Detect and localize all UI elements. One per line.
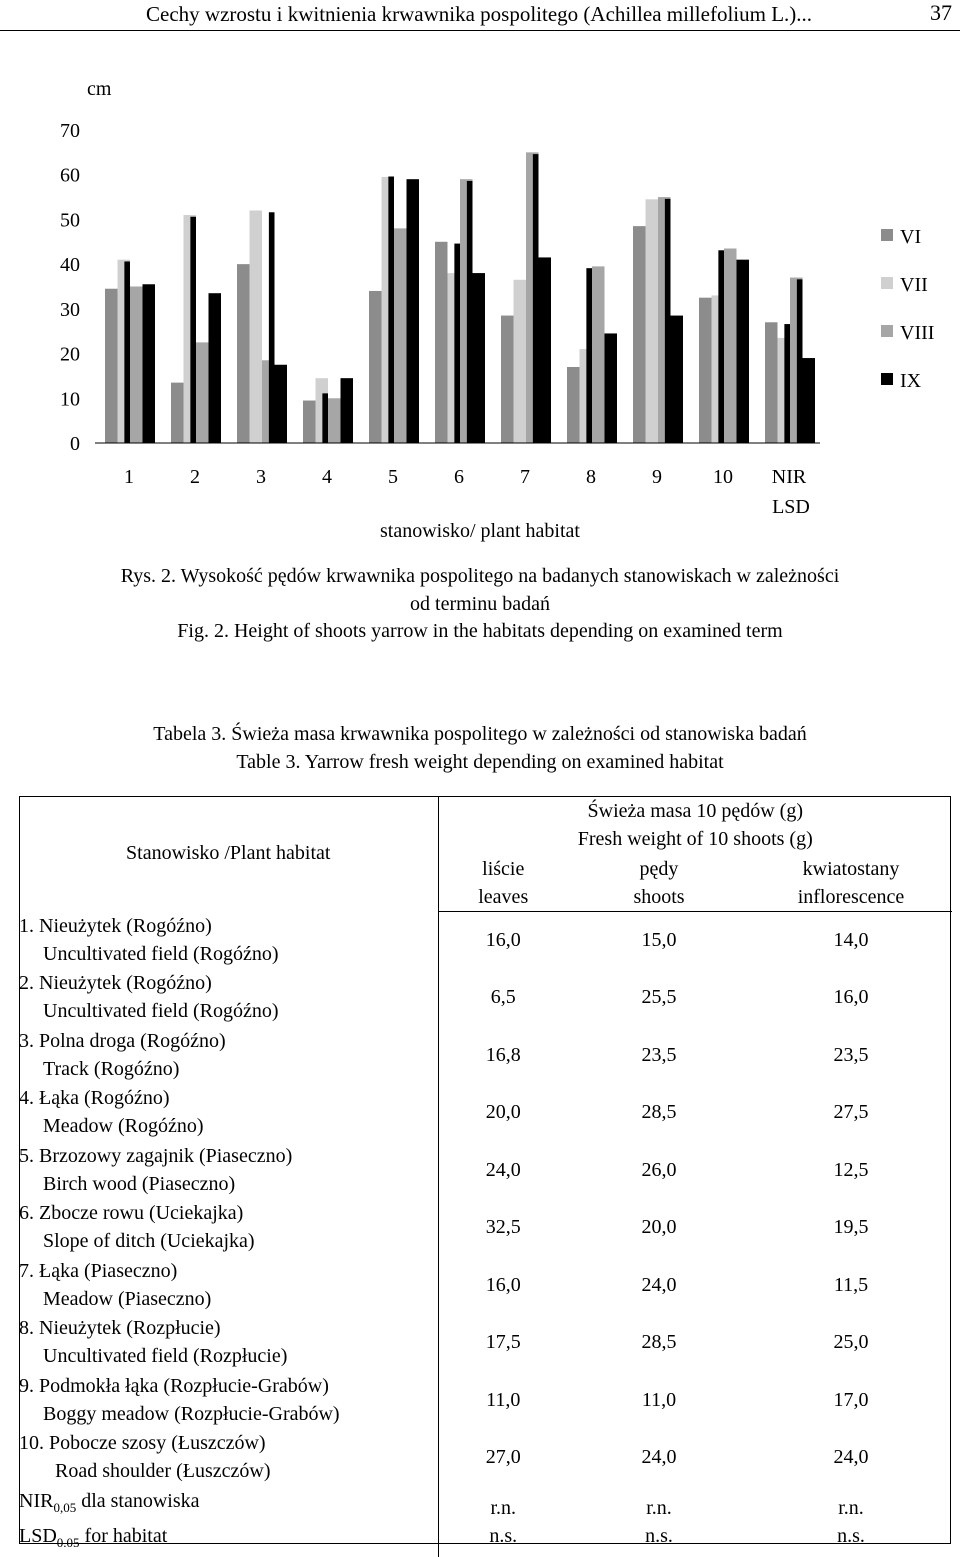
habitat-cell	[19, 1027, 438, 1085]
leaves-value: 16,0	[485, 1273, 521, 1296]
bar-overlay-IX-7	[611, 335, 617, 443]
habitat-name-en: Road shoulder (Łuszczów)	[55, 1460, 271, 1482]
running-title: Cechy wzrostu i kwitnienia krwawnika pospolitego (Achillea millefolium L.)...	[146, 2, 813, 26]
bar-overlay-VII-5	[454, 244, 460, 443]
inflorescence-value: 11,5	[833, 1273, 869, 1296]
habitat-cell	[19, 1257, 438, 1315]
bar-VIII-1	[130, 287, 143, 444]
bar-VI-10	[699, 298, 712, 443]
x-tick-labels	[124, 466, 810, 518]
habitat-cell	[19, 1429, 438, 1487]
bar-overlay-VIII-8	[665, 199, 671, 443]
lsd-inflorescence: r.n. n.s.	[837, 1496, 865, 1547]
legend-swatch-VIII	[881, 325, 893, 337]
inflorescence-value: 27,5	[833, 1101, 869, 1124]
bar-overlay-VII-0	[124, 261, 130, 443]
bar-VIII-4	[328, 398, 341, 443]
bar-overlay-IX-9	[743, 261, 749, 443]
habitat-name-pl: 7. Łąka (Piaseczno)	[19, 1259, 178, 1282]
habitat-name-en: Birch wood (Piaseczno)	[43, 1172, 236, 1195]
bar-VI-5	[369, 291, 382, 443]
lsd-label-en: $LSD_{0.05}$ for habitat	[19, 1524, 168, 1550]
habitat-cell	[19, 1372, 438, 1430]
table-row	[19, 1084, 952, 1142]
x-tick-label: 2	[190, 466, 200, 488]
habitat-name-en: Uncultivated field (Rozpłucie)	[43, 1345, 288, 1367]
habitat-name-en: Track (Rogóźno)	[43, 1057, 180, 1080]
x-tick-label: 6	[454, 466, 464, 488]
inflorescence-value: 24,0	[833, 1446, 869, 1469]
bar-overlay-VIII-5	[467, 181, 473, 443]
bar-overlay-VII-10	[784, 324, 790, 443]
table-row	[19, 1027, 952, 1085]
habitat-cell	[19, 1142, 438, 1200]
legend-label-VI: VI	[900, 226, 922, 248]
habitat-name-pl: 8. Nieużytek (Rozpłucie)	[19, 1317, 221, 1339]
leaves-value: 16,8	[485, 1043, 521, 1066]
bar-overlay-IX-3	[347, 380, 353, 443]
table-caption-pl: Tabela 3. Świeża masa krwawnika pospolitego w zależności od stanowiska badań	[153, 723, 807, 745]
leaves-header-pl: liście	[482, 857, 525, 880]
shoots-value: 26,0	[641, 1158, 677, 1181]
leaves-column-header	[438, 854, 568, 912]
y-tick-label: 50	[60, 209, 80, 232]
x-tick-label: 3	[256, 466, 266, 488]
habitat-name-en: Uncultivated field (Rogóźno)	[43, 942, 279, 965]
shoots-value: 24,0	[641, 1273, 677, 1296]
bar-overlay-VII-9	[718, 250, 724, 443]
leaves-header-en: leaves	[478, 885, 529, 908]
y-tick-label: 20	[60, 343, 80, 366]
leaves-value: 16,0	[485, 929, 521, 951]
inflorescence-value: 12,5	[833, 1158, 869, 1181]
habitat-name-en: Meadow (Rogóźno)	[43, 1115, 204, 1137]
inflorescence-value: 19,5	[833, 1216, 869, 1239]
leaves-value: 6,5	[490, 986, 516, 1009]
bar-overlay-IX-5	[479, 275, 485, 443]
table-row	[19, 912, 952, 970]
bar-VIII-5	[394, 228, 407, 443]
legend-swatch-IX	[881, 373, 893, 385]
habitat-column-header: Stanowisko /Plant habitat	[19, 796, 438, 912]
habitat-name-pl: 3. Polna droga (Rogóźno)	[19, 1029, 226, 1052]
leaves-value: 11,0	[486, 1388, 521, 1411]
habitat-cell	[19, 1084, 438, 1142]
fresh-mass-header-pl: Świeża masa 10 pędów (g)	[587, 800, 803, 822]
bar-VI-8	[567, 367, 580, 443]
lsd-row-label	[19, 1487, 438, 1557]
inflorescence-value: 17,0	[833, 1388, 869, 1411]
x-tick-label: 5	[388, 466, 398, 488]
habitat-name-pl: 9. Podmokła łąka (Rozpłucie-Grabów)	[19, 1374, 329, 1397]
x-tick-label: 7	[520, 466, 530, 488]
inflorescence-value: 14,0	[833, 929, 869, 951]
fresh-weight-table	[19, 796, 952, 1557]
habitat-name-en: Slope of ditch (Uciekajka)	[43, 1230, 255, 1252]
y-tick-label: 40	[60, 254, 80, 277]
bar-VI-1	[105, 289, 118, 443]
shoots-value: 28,5	[641, 1331, 677, 1354]
inflorescence-value: 16,0	[833, 986, 869, 1009]
bar-overlay-IX-4	[413, 181, 419, 443]
shoots-header-pl: pędy	[639, 857, 679, 880]
inflorescence-column-header	[750, 854, 952, 912]
table-row	[19, 1199, 952, 1257]
bar-VI-7	[501, 316, 514, 443]
x-tick-label: 4	[322, 466, 332, 488]
habitat-name-pl: 6. Zbocze rowu (Uciekajka)	[19, 1202, 244, 1224]
figure-caption-en: Fig. 2. Height of shoots yarrow in the habitats depending on examined term	[177, 620, 783, 642]
bar-VI-NIR-LSD	[765, 322, 778, 443]
table-row	[19, 1314, 952, 1372]
bar-VI-2	[171, 383, 184, 443]
table-row	[19, 1142, 952, 1200]
shoots-value: 11,0	[641, 1388, 677, 1411]
y-tick-labels	[60, 120, 80, 455]
habitat-name-pl: 5. Brzozowy zagajnik (Piaseczno)	[19, 1144, 293, 1167]
inflorescence-header-en: inflorescence	[797, 885, 905, 908]
shoots-header-en: shoots	[633, 885, 685, 908]
leaves-value: 32,5	[485, 1216, 521, 1239]
lsd-leaves: r.n. n.s.	[489, 1496, 518, 1547]
legend-swatch-VI	[881, 229, 893, 241]
bar-overlay-IX-6	[545, 259, 551, 443]
habitat-name-pl: 2. Nieużytek (Rogóźno)	[19, 972, 212, 994]
bar-overlay-IX-10	[809, 360, 815, 443]
bar-VI-3	[237, 264, 250, 443]
bar-VIII-10	[724, 248, 737, 443]
table-row	[19, 1429, 952, 1487]
inflorescence-value: 25,0	[833, 1331, 869, 1354]
bar-overlay-VIII-6	[533, 154, 539, 443]
fresh-mass-header	[438, 796, 952, 854]
habitat-cell	[19, 1199, 438, 1257]
legend-label-VII: VII	[900, 274, 928, 296]
y-tick-label: 10	[60, 388, 80, 411]
lsd-label-pl: $NIR_{0,05}$ dla stanowiska	[19, 1489, 200, 1515]
leaves-value: 17,5	[485, 1331, 521, 1354]
legend-label-IX: IX	[900, 370, 922, 392]
lsd-shoots: r.n. n.s.	[645, 1496, 673, 1547]
bar-VIII-2	[196, 342, 209, 443]
bar-VII-3	[250, 210, 263, 443]
bar-overlay-VII-4	[388, 177, 394, 443]
shoots-value: 25,5	[641, 986, 677, 1009]
bar-overlay-VII-3	[322, 393, 328, 443]
x-axis-label: stanowisko/ plant habitat	[380, 520, 580, 542]
y-tick-label: 30	[60, 298, 80, 321]
figure-caption-pl-line1: Rys. 2. Wysokość pędów krwawnika pospolitego na badanych stanowiskach w zależności	[120, 565, 840, 587]
bar-overlay-IX-8	[677, 317, 683, 443]
table-caption-en: Table 3. Yarrow fresh weight depending on examined habitat	[236, 751, 724, 773]
x-tick-label: 10	[713, 466, 733, 488]
leaves-value: 27,0	[485, 1446, 521, 1469]
table-row	[19, 1257, 952, 1315]
bar-chart	[0, 60, 960, 560]
x-tick-label: 9	[652, 466, 662, 488]
habitat-name-pl: 10. Pobocze szosy (Łuszczów)	[19, 1432, 266, 1454]
x-tick-label: 1	[124, 466, 134, 488]
shoots-value: 20,0	[641, 1216, 677, 1239]
bar-VI-6	[435, 242, 448, 443]
bar-overlay-VII-1	[190, 217, 196, 443]
habitat-name-en: Boggy meadow (Rozpłucie-Grabów)	[43, 1402, 340, 1425]
chart-legend	[881, 226, 934, 392]
bar-VII-7	[514, 280, 527, 443]
shoots-value: 15,0	[641, 929, 677, 951]
bar-VI-4	[303, 401, 316, 443]
fresh-mass-header-en: Fresh weight of 10 shoots (g)	[577, 828, 813, 850]
habitat-cell	[19, 1314, 438, 1372]
bar-overlay-VIII-10	[797, 279, 803, 443]
inflorescence-header-pl: kwiatostany	[802, 857, 900, 880]
table-row	[19, 1372, 952, 1430]
running-header	[0, 0, 960, 31]
shoots-value: 28,5	[641, 1101, 677, 1124]
habitat-name-pl: 4. Łąka (Rogóźno)	[19, 1087, 170, 1109]
x-tick-label: 8	[586, 466, 596, 488]
shoots-value: 24,0	[641, 1446, 677, 1469]
habitat-name-en: Meadow (Piaseczno)	[43, 1287, 212, 1310]
habitat-cell	[19, 912, 438, 970]
shoots-column-header	[568, 854, 750, 912]
inflorescence-value: 23,5	[833, 1043, 869, 1066]
leaves-value: 24,0	[485, 1158, 521, 1181]
habitat-name-pl: 1. Nieużytek (Rogóźno)	[19, 914, 212, 937]
y-axis-label: cm	[87, 78, 112, 100]
bar-overlay-VII-7	[586, 268, 592, 443]
bar-overlay-IX-0	[149, 286, 155, 443]
y-tick-label: 70	[60, 120, 80, 142]
y-tick-label: 60	[60, 164, 80, 187]
x-tick-label: LSD	[772, 496, 810, 518]
bar-VI-9	[633, 226, 646, 443]
bar-overlay-VIII-2	[269, 212, 275, 443]
habitat-cell	[19, 969, 438, 1027]
bar-overlay-IX-2	[281, 367, 287, 443]
x-tick-label: NIR	[771, 466, 807, 488]
figure-caption-pl-line2: od terminu badań	[410, 593, 550, 615]
y-tick-label: 0	[70, 433, 80, 455]
chart-bars	[105, 152, 815, 443]
leaves-value: 20,0	[485, 1101, 521, 1124]
table-row	[19, 969, 952, 1027]
legend-swatch-VII	[881, 277, 893, 289]
bar-VII-9	[646, 199, 659, 443]
legend-label-VIII: VIII	[900, 322, 935, 344]
shoots-value: 23,5	[641, 1043, 677, 1066]
bar-overlay-IX-1	[215, 295, 221, 443]
page-number: 37	[930, 0, 952, 25]
habitat-name-en: Uncultivated field (Rogóźno)	[43, 1000, 279, 1022]
bar-VIII-8	[592, 266, 605, 443]
